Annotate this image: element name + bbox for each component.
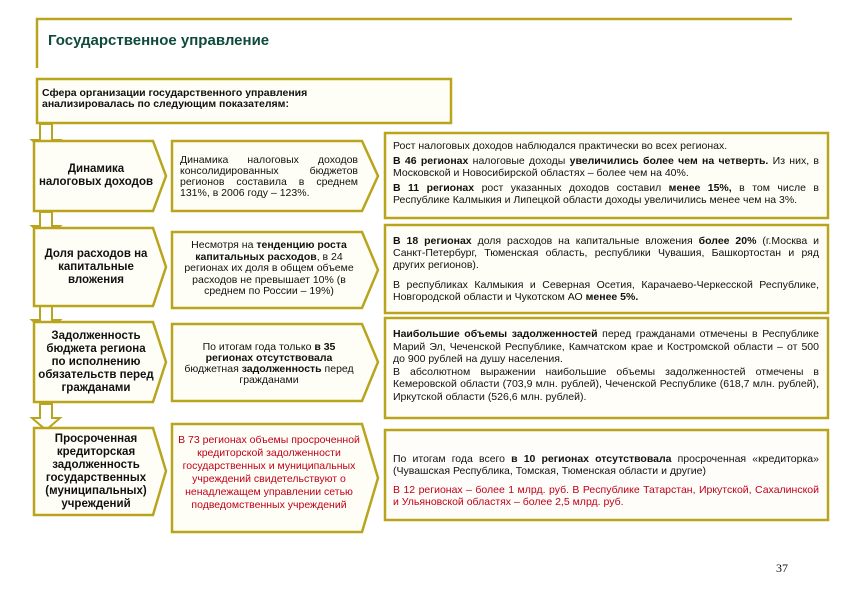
detail-paragraph: В 12 регионах – более 1 млрд. руб. В Республике Татарстан, Иркутской, Сахалинской и Ульяновской областях – более 2,5 млрд. руб. (393, 484, 819, 508)
detail-paragraph: В 18 регионах доля расходов на капитальные вложения более 20% (г.Москва и Санкт-Петербург, Тюменская область, республики Чувашия, Башкортостан и ряд других регионов). (393, 235, 819, 271)
detail-paragraph: В 11 регионах рост указанных доходов составил менее 15%, в том числе в Республике Калмыкия и Липецкой области доходы увеличились менее чем на 3%. (393, 182, 819, 206)
detail-text (393, 235, 819, 306)
detail-text (393, 453, 819, 511)
detail-paragraph: В 46 регионах налоговые доходы увеличились более чем на четверть. Из них, в Московской и Новосибирской областях – более чем на 40%. (393, 155, 819, 179)
detail-text (393, 328, 819, 406)
detail-paragraph: По итогам года всего в 10 регионах отсутствовала просроченная «кредиторка» (Чувашская Республика, Томская, Тюменская области и другие) (393, 453, 819, 477)
indicator-label: Доля расходов на капитальные вложения (44, 247, 148, 286)
indicator-label: Динамика налоговых доходов (38, 163, 154, 188)
detail-paragraph: Наибольшие объемы задолженностей перед гражданами отмечены в Республике Марий Эл, Чеченской Республике, Камчатском крае и Костромской области – от 500 до 900 рублей на душу населения. (393, 328, 819, 365)
summary-text: Динамика налоговых доходов консолидированных бюджетов регионов составила в среднем 131%, в 2006 году – 123%. (180, 154, 358, 199)
summary-text: Несмотря на тенденцию роста капитальных расходов, в 24 регионах их доля в общем объеме расходов не превышает 10% (в среднем по России – 19%) (184, 239, 354, 297)
summary-text: По итогам года только в 35 регионах отсутствовала бюджетная задолженность перед гражданами (184, 341, 354, 386)
indicator-label: Задолженность бюджета региона по исполнению обязательств перед гражданами (38, 329, 154, 394)
detail-paragraph: В республиках Калмыкия и Северная Осетия, Карачаево-Черкесской Республике, Новгородской области и Чукотском АО менее 5%. (393, 279, 819, 303)
page-title: Государственное управление (48, 32, 270, 49)
detail-paragraph: Рост налоговых доходов наблюдался практически во всех регионах. (393, 140, 728, 152)
summary-text: В 73 регионах объемы просроченной кредиторской задолженности государственных и муниципальных учреждений свидетельствуют о ненадлежащем управлении сетью подведомственных учреждений (178, 434, 360, 511)
indicator-label: Просроченная кредиторская задолженность государственных (муниципальных) учреждений (45, 432, 147, 510)
page-number: 37 (776, 561, 788, 575)
intro-text: Сфера организации государственного управления анализировалась по следующим показателям: (42, 87, 308, 110)
detail-paragraph: В абсолютном выражении наибольшие объемы задолженностей отмечены в Кемеровской области (703,9 млн. рублей), Чеченской Республике (618,7 млн. рублей), Иркутской области (526,6 млн. рублей). (393, 365, 819, 403)
detail-text (393, 140, 819, 209)
